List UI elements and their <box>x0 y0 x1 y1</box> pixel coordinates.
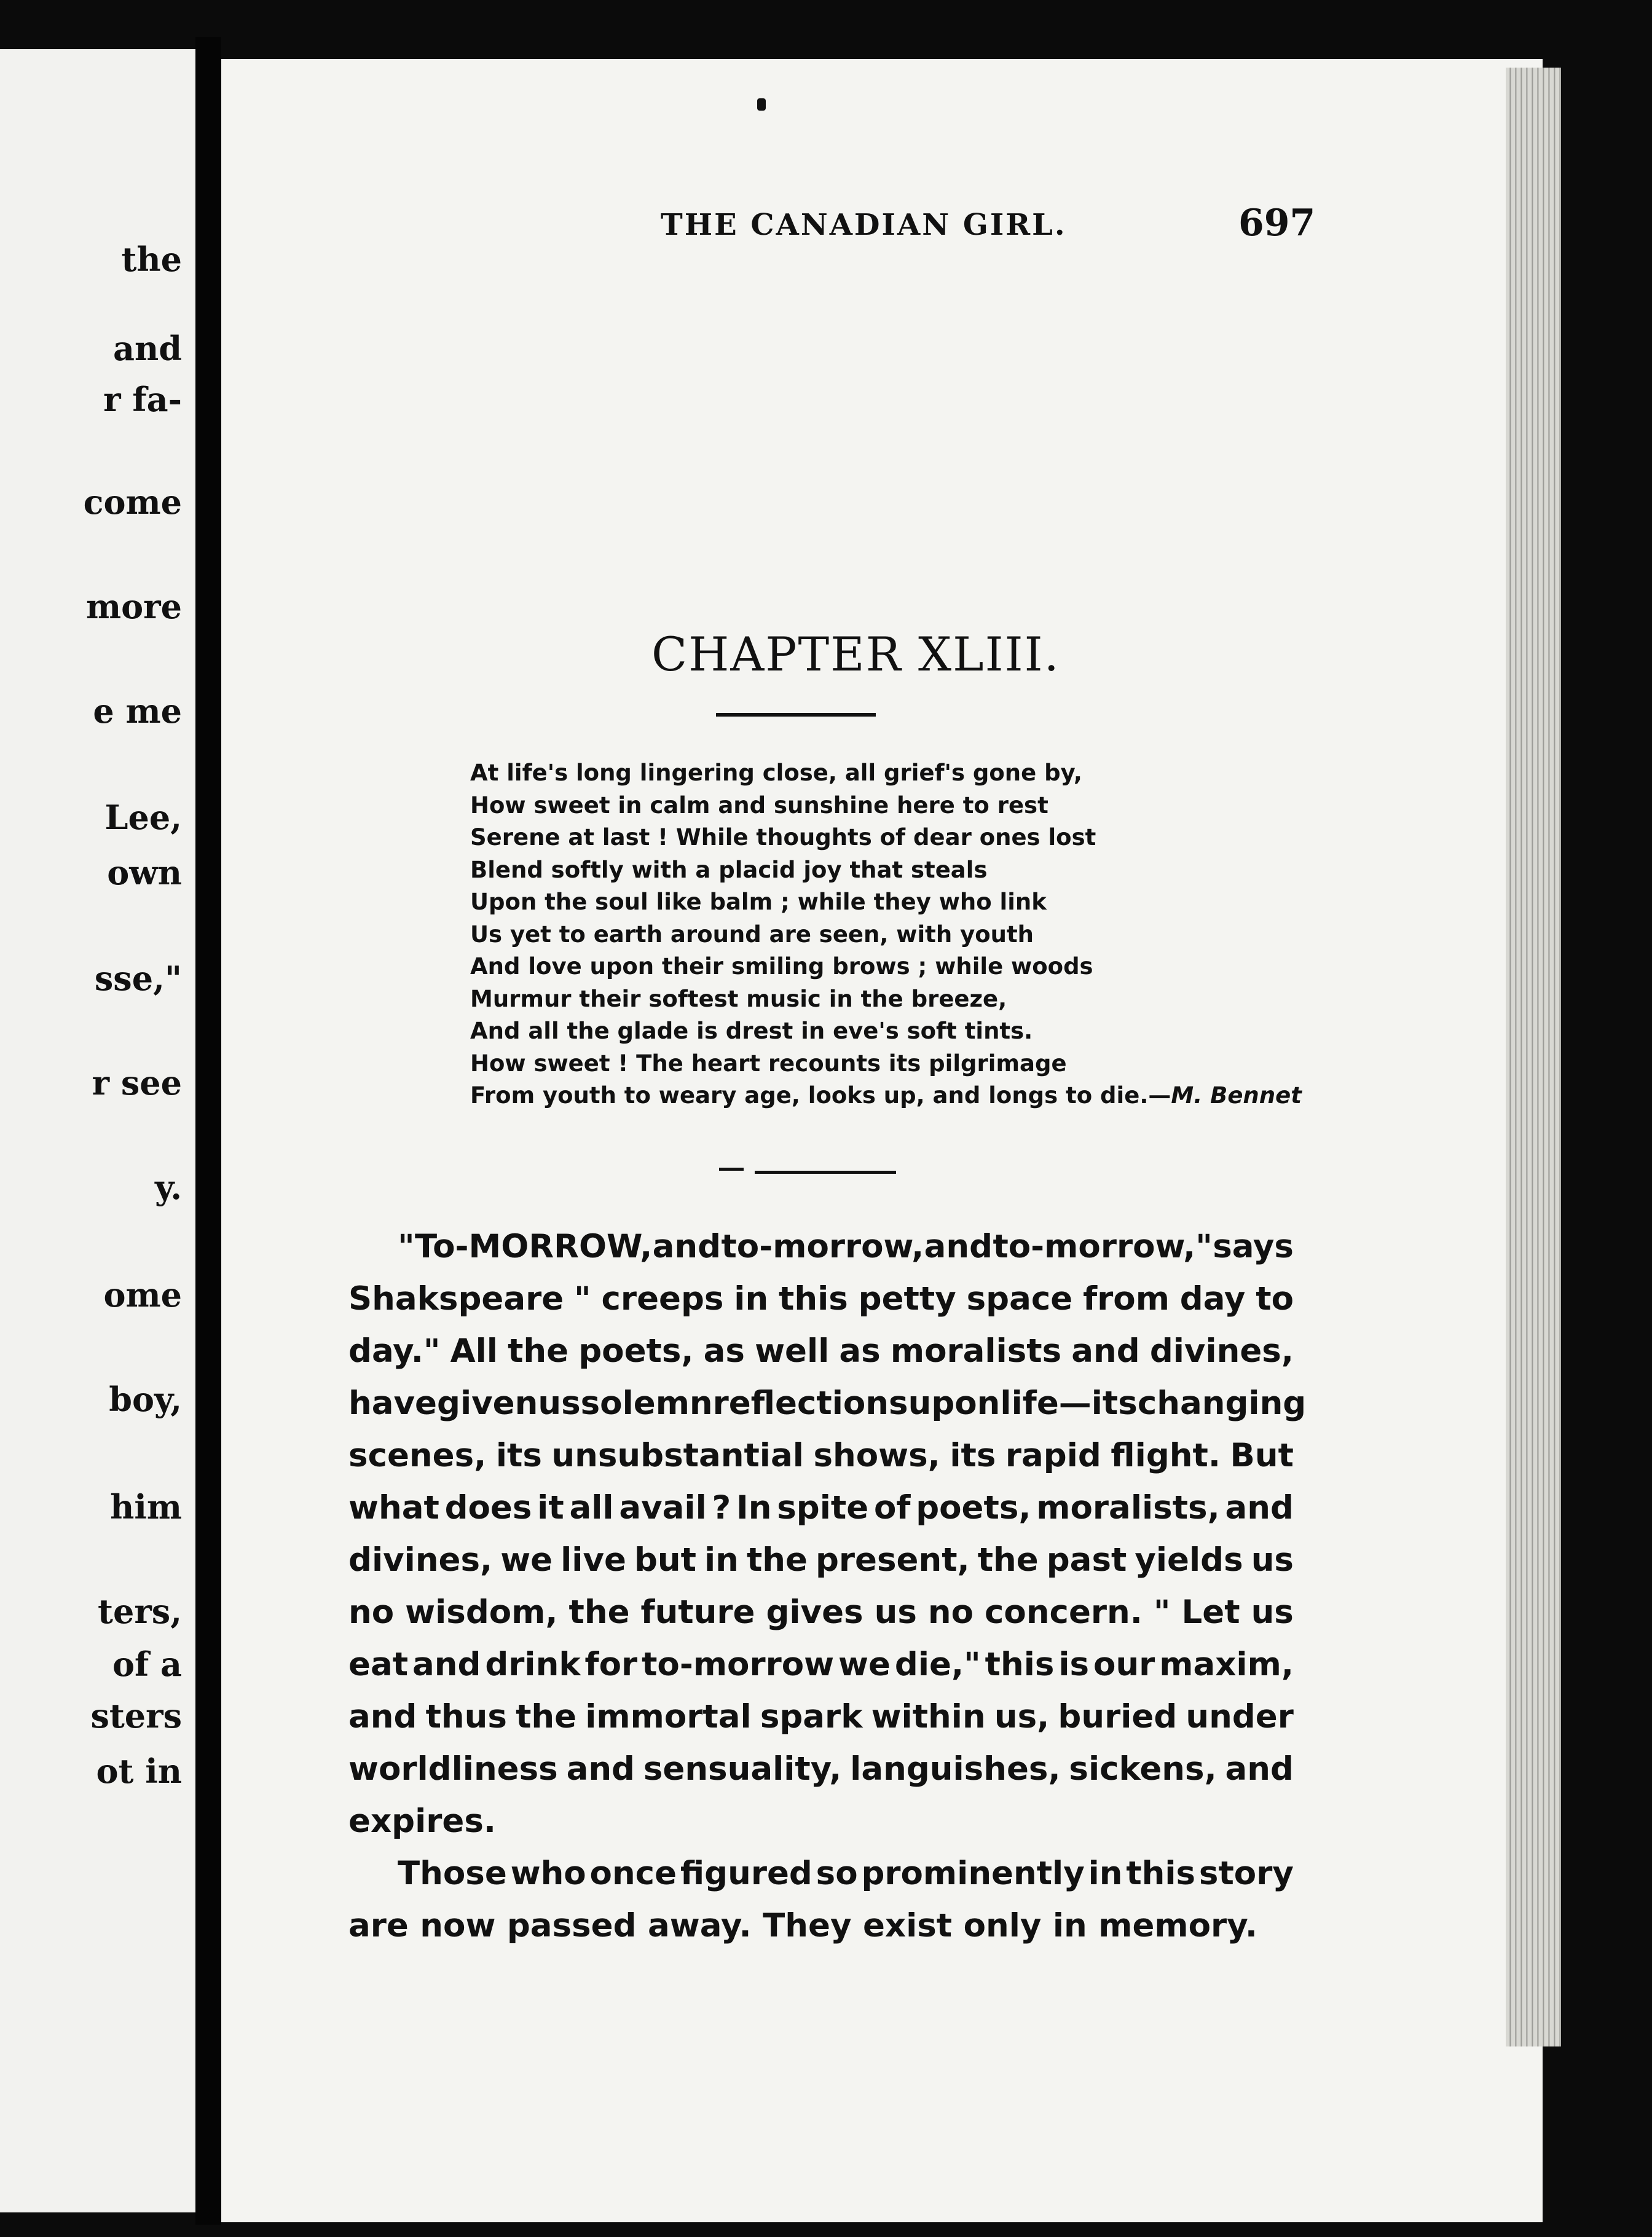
body-line: expires. <box>348 1803 497 1840</box>
facing-page-fragment <box>0 49 195 2212</box>
facing-page-text: boy, <box>109 1380 182 1419</box>
epigraph-attribution: M. Bennet <box>1171 1082 1302 1109</box>
epigraph <box>470 757 1300 1112</box>
body-line: no wisdom, the future gives us no concern. " Let us <box>348 1594 1294 1631</box>
body-line: eat and drink for to-morrow we die," this is our maxim, <box>348 1646 1294 1683</box>
facing-page-text: of a <box>112 1645 182 1684</box>
facing-page-text: own <box>107 853 182 892</box>
book-gutter <box>195 37 221 2225</box>
body-line: what does it all avail ? In spite of poets, moralists, and <box>348 1489 1294 1527</box>
page-edge-stack <box>1506 68 1561 2046</box>
page-number: 697 <box>1238 202 1316 245</box>
facing-page-text: sters <box>90 1696 182 1736</box>
facing-page-text: come <box>83 482 182 522</box>
chapter-rule <box>716 713 876 717</box>
body-line: Shakspeare " creeps in this petty space from day to <box>348 1280 1294 1318</box>
epigraph-rule <box>755 1171 896 1174</box>
body-text <box>348 1221 1307 1952</box>
body-line: Those who once figured so prominently in this story <box>398 1855 1294 1892</box>
body-line: scenes, its unsubstantial shows, its rapid flight. But <box>348 1437 1294 1474</box>
epigraph-line: Upon the soul like balm ; while they who link <box>470 889 1047 915</box>
body-line: are now passed away. They exist only in memory. <box>348 1907 1258 1944</box>
facing-page-text: r see <box>92 1063 182 1103</box>
paragraph-2 <box>348 1847 1294 1952</box>
facing-page-text: ters, <box>98 1592 182 1631</box>
body-line: worldliness and sensuality, languishes, sickens, and <box>348 1750 1294 1788</box>
body-line: day." All the poets, as well as moralists and divines, <box>348 1332 1294 1370</box>
running-title: THE CANADIAN GIRL. <box>661 208 1067 242</box>
chapter-title: CHAPTER XLIII. <box>651 627 1060 682</box>
body-line: divines, we live but in the present, the past yields us <box>348 1541 1294 1579</box>
facing-page-text: ot in <box>96 1751 182 1791</box>
epigraph-rule-short <box>719 1168 744 1171</box>
facing-page-text: and <box>112 329 182 368</box>
paragraph-1 <box>348 1221 1307 1847</box>
epigraph-line: And love upon their smiling brows ; while woods <box>470 953 1093 980</box>
facing-page-text: y. <box>155 1168 182 1207</box>
body-line: have given us solemn reflections upon life—its changing <box>348 1385 1307 1422</box>
epigraph-line: Murmur their softest music in the breeze, <box>470 985 1007 1012</box>
body-line: " To-MORROW, and to-morrow, and to-morrow," says <box>398 1228 1294 1265</box>
epigraph-line: At life's long lingering close, all grief's gone by, <box>470 760 1082 786</box>
facing-page-text: him <box>110 1487 182 1527</box>
epigraph-line: From youth to weary age, looks up, and longs to die.— <box>470 1082 1171 1109</box>
epigraph-line: And all the glade is drest in eve's soft tints. <box>470 1018 1033 1044</box>
facing-page-text: more <box>86 587 182 626</box>
body-line: and thus the immortal spark within us, buried under <box>348 1698 1294 1736</box>
epigraph-line: Blend softly with a placid joy that steals <box>470 856 988 883</box>
facing-page-text: r fa- <box>103 380 182 419</box>
epigraph-line: Us yet to earth around are seen, with youth <box>470 921 1034 948</box>
facing-page-text: Lee, <box>104 798 182 837</box>
ink-spot <box>757 98 766 111</box>
epigraph-line: Serene at last ! While thoughts of dear ones lost <box>470 824 1096 851</box>
epigraph-line: How sweet ! The heart recounts its pilgrimage <box>470 1050 1067 1077</box>
epigraph-line: How sweet in calm and sunshine here to rest <box>470 792 1048 819</box>
epigraph-last-line <box>470 1080 1300 1112</box>
facing-page-text: e me <box>93 691 182 731</box>
facing-page-text: ome <box>103 1275 182 1315</box>
facing-page-text: sse," <box>94 959 182 998</box>
facing-page-text: the <box>121 240 182 279</box>
